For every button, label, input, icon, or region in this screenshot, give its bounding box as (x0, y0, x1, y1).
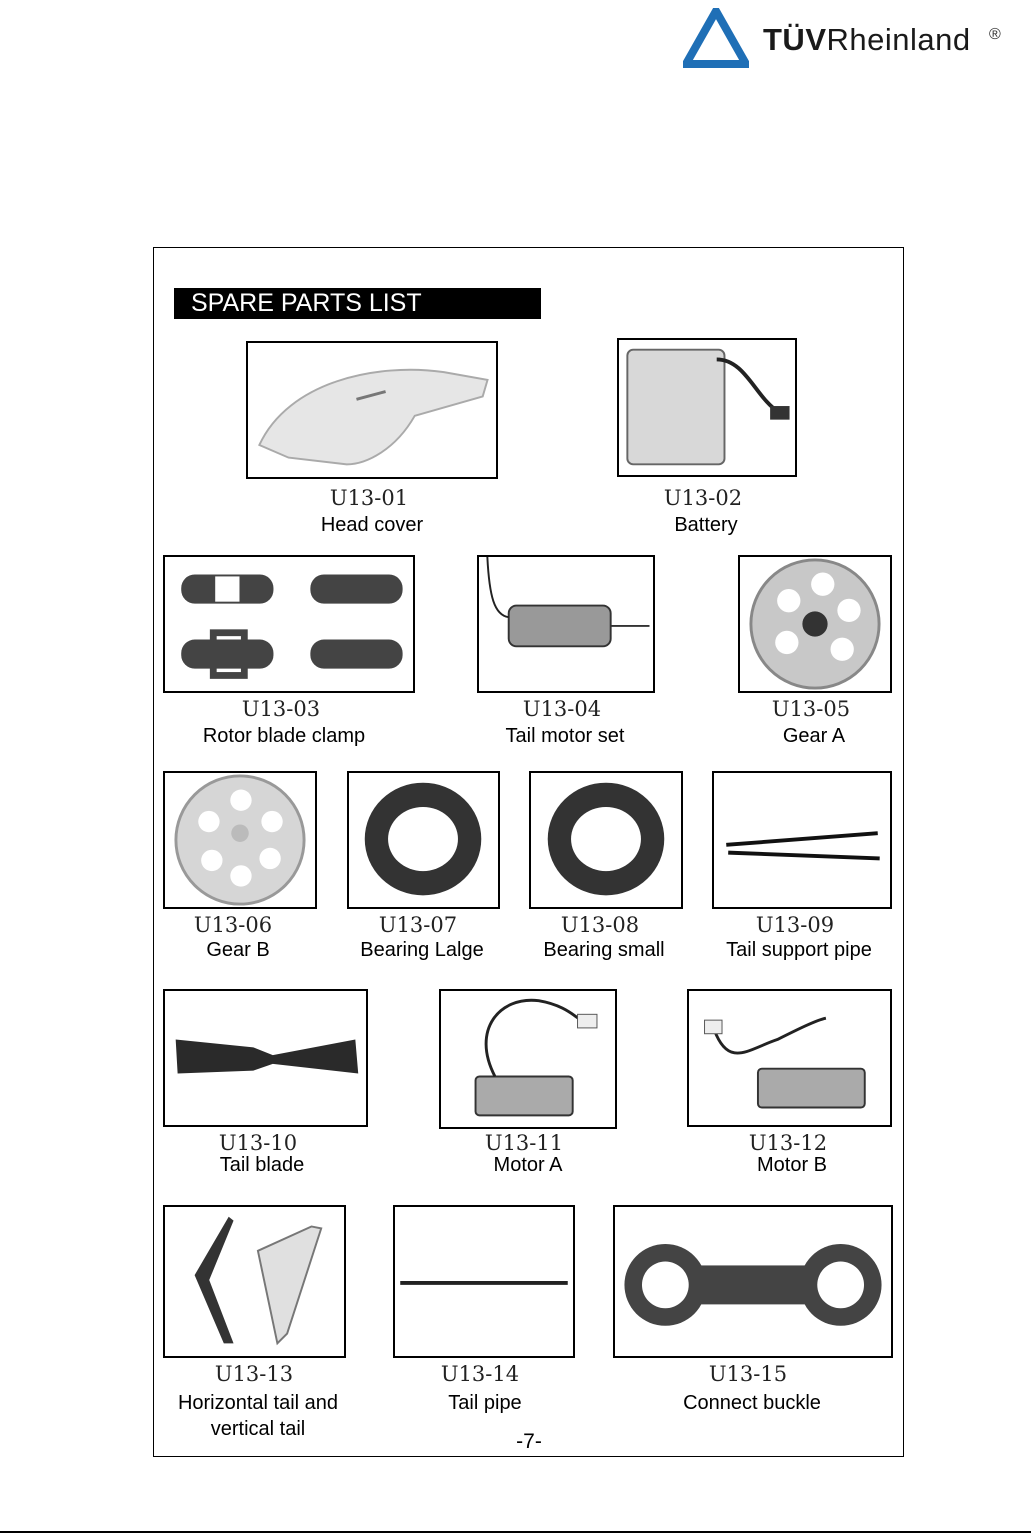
page-number: -7- (516, 1430, 542, 1453)
part-code: U13-02 (663, 486, 743, 510)
part-name: Motor A (493, 1154, 563, 1176)
part-name: Motor B (756, 1154, 828, 1176)
part-photo-tail-support-pipe (712, 771, 892, 909)
part-photo-rotor-blade-clamp (163, 555, 415, 693)
part-photo-tail-pipe (393, 1205, 575, 1358)
part-photo-motor-b (687, 989, 892, 1127)
part-photo-connect-buckle (613, 1205, 893, 1358)
part-name: Head cover (320, 514, 424, 536)
part-photo-gear-b (163, 771, 317, 909)
part-name: Gear B (206, 939, 270, 961)
part-name: Battery (674, 514, 738, 536)
part-code: U13-03 (241, 697, 321, 721)
part-name-line: vertical tail (210, 1418, 306, 1440)
registered-mark: ® (989, 26, 1001, 43)
part-code: U13-08 (560, 913, 640, 937)
part-code: U13-10 (218, 1131, 298, 1155)
part-photo-tail-blade (163, 989, 368, 1127)
part-code: U13-04 (522, 697, 602, 721)
part-code: U13-07 (378, 913, 458, 937)
part-name (178, 1390, 338, 1442)
part-name: Rotor blade clamp (202, 725, 366, 747)
part-photo-head-cover (246, 341, 498, 479)
part-photo-battery (617, 338, 797, 477)
part-name: Connect buckle (683, 1392, 821, 1414)
tuv-rheinland-logo (683, 8, 1013, 70)
part-name: Tail support pipe (726, 939, 872, 961)
logo-wordmark: TÜVRheinland (763, 22, 971, 57)
part-code: U13-15 (708, 1362, 788, 1386)
part-name: Gear A (782, 725, 846, 747)
part-name: Tail motor set (505, 725, 625, 747)
part-code: U13-14 (440, 1362, 520, 1386)
part-code: U13-05 (771, 697, 851, 721)
part-photo-gear-a (738, 555, 892, 693)
part-photo-bearing-small (529, 771, 683, 909)
part-name-line: Horizontal tail and (177, 1392, 339, 1414)
triangle-logo-icon (683, 8, 749, 68)
part-photo-bearing-large (347, 771, 500, 909)
bottom-rule (0, 1531, 1031, 1533)
part-code: U13-11 (484, 1131, 564, 1155)
part-code: U13-09 (755, 913, 835, 937)
part-photo-horizontal-vertical-tail (163, 1205, 346, 1358)
part-code: U13-01 (329, 486, 409, 510)
part-name: Bearing Lalge (360, 939, 484, 961)
part-name: Tail pipe (448, 1392, 522, 1414)
part-photo-motor-a (439, 989, 617, 1129)
part-photo-tail-motor-set (477, 555, 655, 693)
part-name: Tail blade (219, 1154, 305, 1176)
part-code: U13-13 (214, 1362, 294, 1386)
part-code: U13-06 (193, 913, 273, 937)
part-code: U13-12 (748, 1131, 828, 1155)
section-title: SPARE PARTS LIST (174, 288, 541, 319)
part-name: Bearing small (543, 939, 665, 961)
